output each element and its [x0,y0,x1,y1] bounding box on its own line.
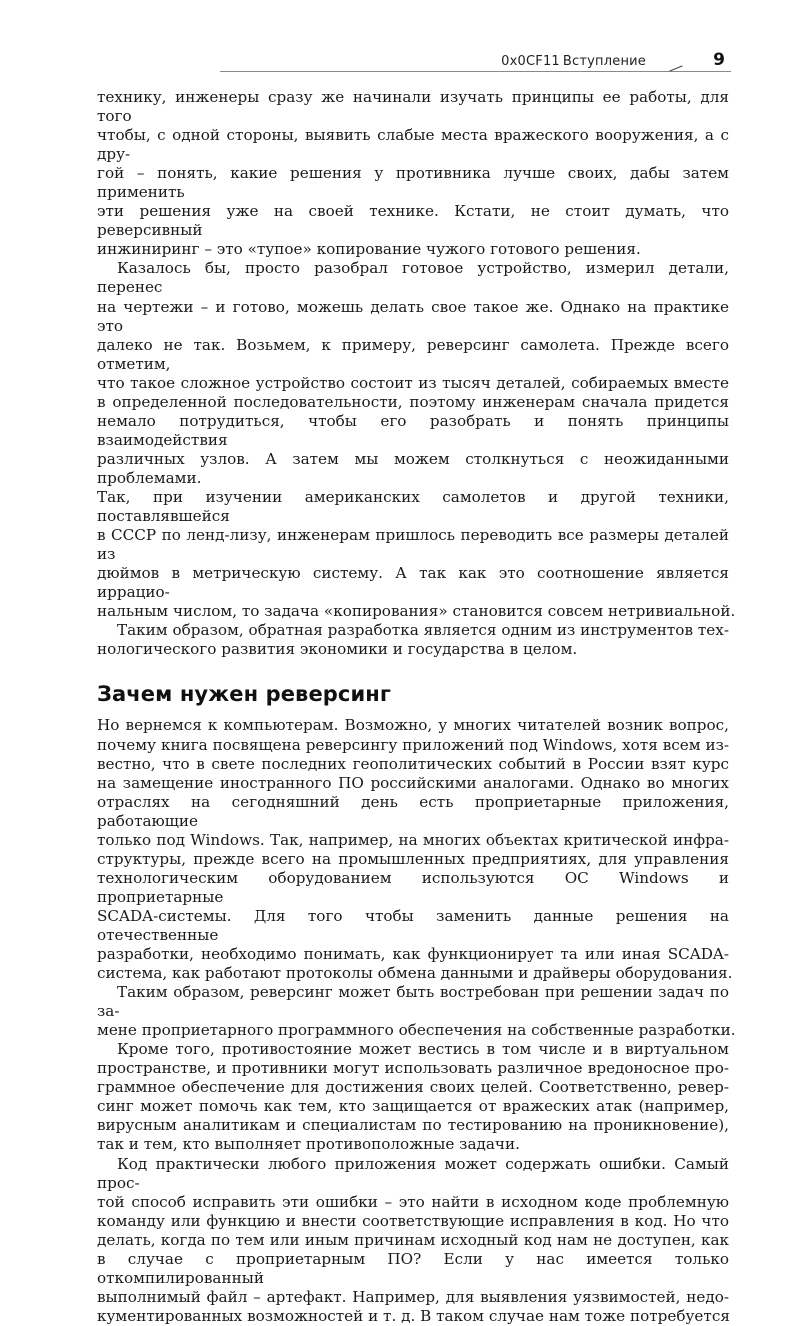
body-text [97,88,736,1326]
paragraph [97,1040,729,1154]
paragraph [97,259,736,621]
paragraph [97,621,729,659]
paragraph [97,716,733,983]
text-line: в случае с проприетарным ПО? Если у нас имеется только откомпилированный [97,1249,729,1287]
text-line: делать, когда по тем или иным причинам исходный код нам не доступен, как [97,1230,729,1249]
paragraph [97,88,729,259]
text-line: гой – понять, какие решения у противника лучше своих, дабы затем применить [97,164,729,202]
text-line: разработки, необходимо понимать, как функционирует та или иная SCADA- [97,945,729,964]
text-line: структуры, прежде всего на промышленных предприятиях, для управления [97,849,729,868]
text-line: мене проприетарного программного обеспечения на собственные разработки. [97,1021,736,1040]
text-line: чтобы, с одной стороны, выявить слабые места вражеского вооружения, а с дру- [97,126,729,164]
text-line: нальным числом, то задача «копирования» становится совсем нетривиальной. [97,602,736,621]
text-line: на замещение иностранного ПО российскими аналогами. Однако во многих [97,773,729,792]
text-line: различных узлов. А затем мы можем столкнуться с неожиданными проблемами. [97,449,729,487]
section-heading: Зачем нужен реверсинг [97,682,391,707]
text-line: технологическим оборудованием используются ОС Windows и проприетарные [97,868,729,906]
text-line: так и тем, кто выполняет противоположные задачи. [97,1135,520,1154]
text-line: Казалось бы, просто разобрал готовое устройство, измерил детали, перенес [97,259,729,297]
text-line: на чертежи – и готово, можешь делать свое такое же. Однако на практике это [97,297,729,335]
text-line: Кроме того, противостояние может вестись в том числе и в виртуальном [117,1040,729,1059]
text-line: Таким образом, обратная разработка является одним из инструментов тех- [117,621,729,640]
text-line: эти решения уже на своей технике. Кстати, не стоит думать, что реверсивный [97,202,729,240]
text-line: система, как работают протоколы обмена данными и драйверы оборудования. [97,964,733,983]
running-head [0,50,731,72]
text-line: той способ исправить эти ошибки – это найти в исходном коде проблемную [97,1192,729,1211]
text-line: немало потрудиться, чтобы его разобрать и понять принципы взаимодействия [97,411,729,449]
text-line: SCADA-системы. Для того чтобы заменить данные решения на отечественные [97,906,729,944]
text-line: инжиниринг – это «тупое» копирование чужого готового решения. [97,240,641,259]
paragraph [97,983,736,1040]
paragraph [97,1155,729,1326]
text-line: Так, при изучении американских самолетов и другой техники, поставлявшейся [97,487,729,526]
text-line: отраслях на сегодняшний день есть проприетарные приложения, работающие [97,792,729,830]
text-line: далеко не так. Возьмем, к примеру, реверсинг самолета. Прежде всего отметим, [97,335,729,373]
text-line: почему книга посвящена реверсингу приложений под Windows, хотя всем из- [97,735,729,754]
page-number: 9 [713,50,725,70]
text-line: Код практически любого приложения может содержать ошибки. Самый прос- [97,1154,729,1192]
running-head-text [501,54,646,69]
text-block-after-heading [97,716,736,1326]
text-line: в определенной последовательности, поэтому инженерам сначала придется [97,392,729,411]
text-line: дюймов в метрическую систему. А так как это соотношение является иррацио- [97,564,729,602]
text-line: Таким образом, реверсинг может быть востребован при решении задач по за- [97,983,729,1021]
text-line: в СССР по ленд-лизу, инженерам пришлось переводить все размеры деталей из [97,526,729,564]
text-line: граммное обеспечение для достижения своих целей. Соответственно, ревер- [97,1078,729,1097]
running-head-section-number: 0x0CF11 [501,54,560,69]
text-line: только под Windows. Так, например, на многих объектах критической инфра- [97,830,729,849]
text-line: вирусным аналитикам и специалистам по тестированию на проникновение), [97,1116,729,1135]
text-line: вестно, что в свете последних геополитических событий в России взят курс [97,754,729,773]
text-line: команду или функцию и внести соответствующие исправления в код. Но что [97,1211,729,1230]
text-line: выполнимый файл – артефакт. Например, для выявления уязвимостей, недо- [97,1287,729,1306]
running-head-section-title: Вступление [562,54,646,69]
header-rule [220,71,731,72]
text-line: пространстве, и противники могут использовать различное вредоносное про- [97,1059,729,1078]
text-line: нологического развития экономики и государства в целом. [97,640,578,659]
text-line: Но вернемся к компьютерам. Возможно, у многих читателей возник вопрос, [97,716,729,735]
text-line: кументированных возможностей и т. д. В таком случае нам тоже потребуется [97,1306,730,1325]
text-line: что такое сложное устройство состоит из тысяч деталей, собираемых вместе [97,373,729,392]
text-line: синг может помочь как тем, кто защищается от вражеских атак (например, [97,1097,729,1116]
text-block-before-heading [97,88,736,659]
text-line: технику, инженеры сразу же начинали изучать принципы ее работы, для того [97,88,729,126]
